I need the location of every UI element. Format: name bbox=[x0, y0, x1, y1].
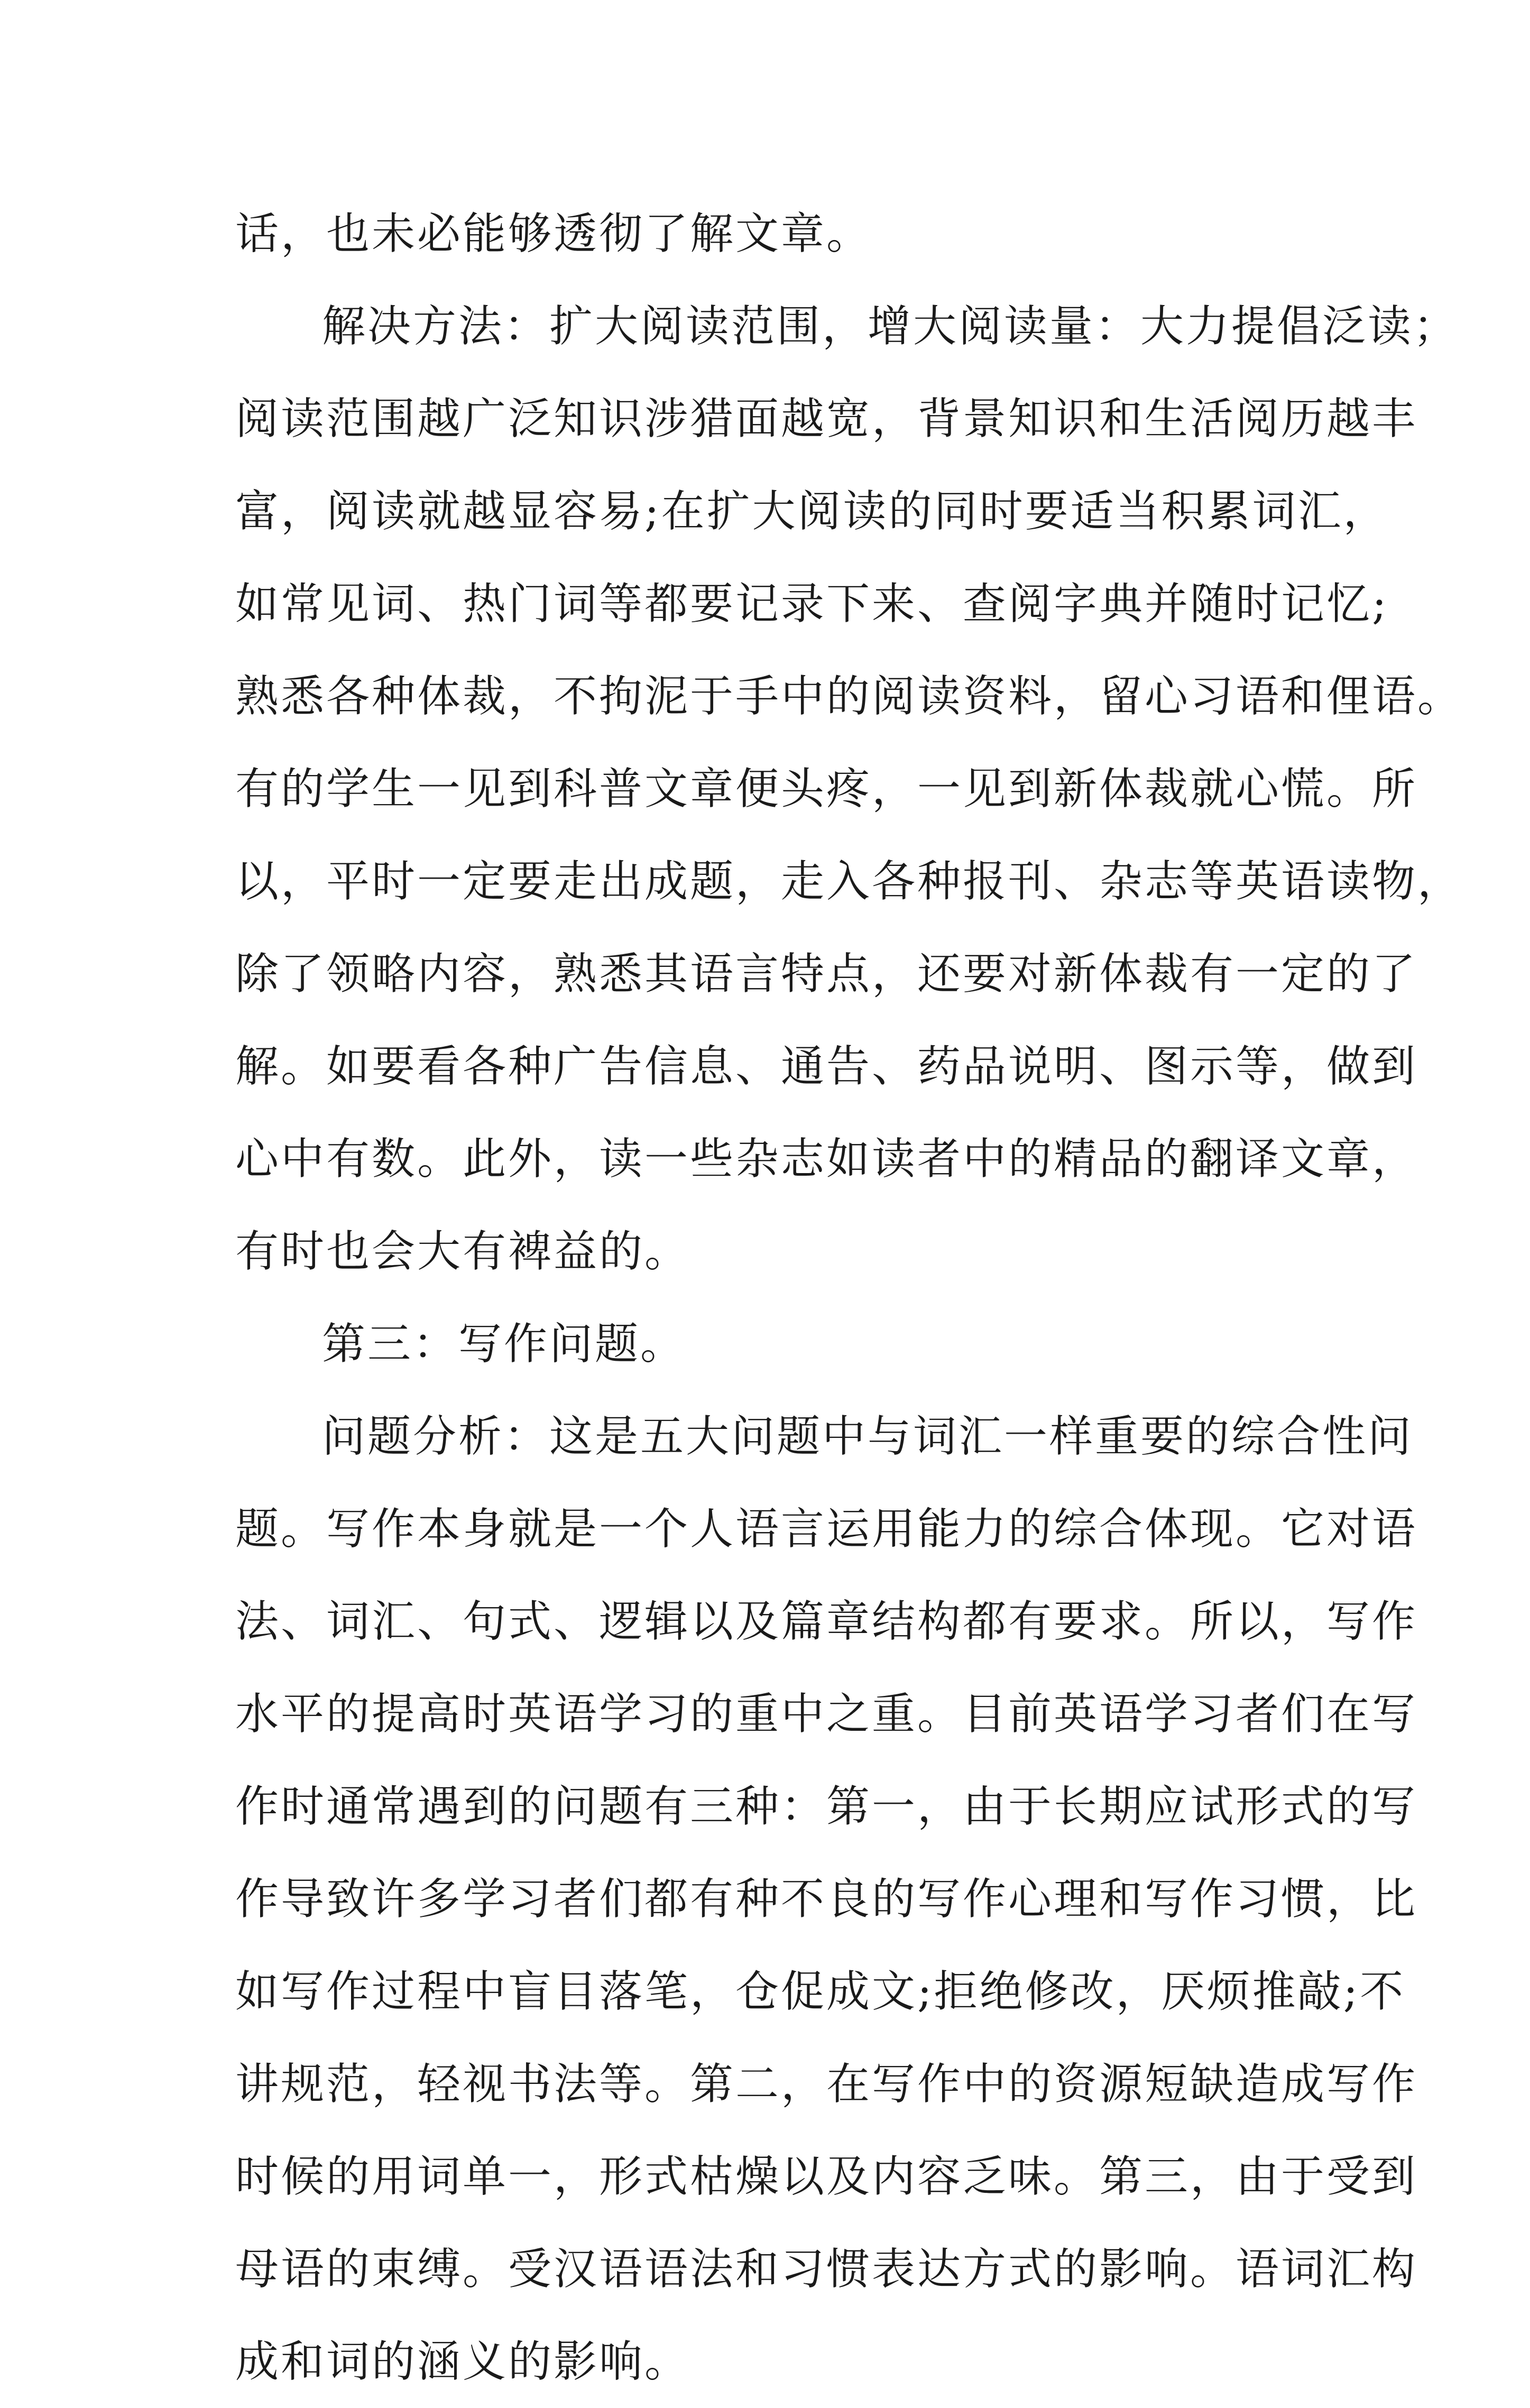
text-line: 作导致许多学习者们都有种不良的写作心理和写作习惯，比 bbox=[235, 1874, 1418, 1924]
text-line: 作时通常遇到的问题有三种：第一，由于长期应试形式的写 bbox=[235, 1782, 1418, 1832]
text-line: 熟悉各种体裁，不拘泥于手中的阅读资料，留心习语和俚语。 bbox=[235, 671, 1463, 722]
paragraph-start-line: 问题分析：这是五大问题中与词汇一样重要的综合性问 bbox=[322, 1411, 1414, 1462]
text-line: 阅读范围越广泛知识涉猎面越宽，背景知识和生活阅历越丰 bbox=[235, 394, 1418, 444]
section-heading: 第三：写作问题。 bbox=[322, 1319, 686, 1369]
text-line: 心中有数。此外，读一些杂志如读者中的精品的翻译文章， bbox=[235, 1134, 1418, 1184]
text-line: 有的学生一见到科普文章便头疼，一见到新体裁就心慌。所 bbox=[235, 764, 1418, 814]
text-line: 法、词汇、句式、逻辑以及篇章结构都有要求。所以，写作 bbox=[235, 1597, 1418, 1647]
text-line: 时候的用词单一，形式枯燥以及内容乏味。第三，由于受到 bbox=[235, 2152, 1418, 2202]
text-line: 话，也未必能够透彻了解文章。 bbox=[235, 209, 872, 259]
text-line: 成和词的涵义的影响。 bbox=[235, 2337, 690, 2387]
text-line: 题。写作本身就是一个人语言运用能力的综合体现。它对语 bbox=[235, 1504, 1418, 1554]
text-line: 讲规范，轻视书法等。第二，在写作中的资源短缺造成写作 bbox=[235, 2059, 1418, 2109]
text-line: 如常见词、热门词等都要记录下来、查阅字典并随时记忆; bbox=[235, 579, 1389, 629]
paragraph-start-line: 解决方法：扩大阅读范围，增大阅读量：大力提倡泛读； bbox=[322, 301, 1459, 352]
text-line: 解。如要看各种广告信息、通告、药品说明、图示等，做到 bbox=[235, 1041, 1418, 1092]
text-line: 母语的束缚。受汉语语法和习惯表达方式的影响。语词汇构 bbox=[235, 2244, 1418, 2294]
body-text bbox=[235, 188, 1463, 2408]
text-line: 如写作过程中盲目落笔，仓促成文;拒绝修改，厌烦推敲;不 bbox=[235, 1967, 1406, 2017]
text-line: 除了领略内容，熟悉其语言特点，还要对新体裁有一定的了 bbox=[235, 949, 1418, 999]
text-line: 水平的提高时英语学习的重中之重。目前英语学习者们在写 bbox=[235, 1689, 1418, 1739]
text-line: 有时也会大有裨益的。 bbox=[235, 1226, 690, 1277]
text-line: 富，阅读就越显容易;在扩大阅读的同时要适当积累词汇， bbox=[235, 486, 1389, 537]
text-line: 以，平时一定要走出成题，走入各种报刊、杂志等英语读物， bbox=[235, 856, 1463, 907]
